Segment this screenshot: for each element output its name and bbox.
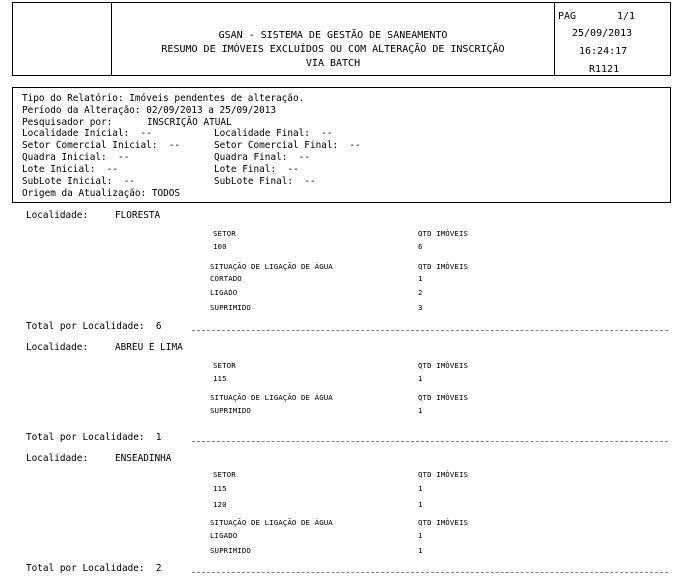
setor-header: SETOR	[213, 470, 236, 479]
situacao-qtd-value: 1	[418, 531, 423, 540]
page-number: 1/1	[617, 11, 636, 22]
setor-qtd-value: 1	[418, 500, 423, 509]
param-setor-final: Setor Comercial Final: --	[214, 140, 361, 151]
param-quadra-inicial: Quadra Inicial: --	[22, 152, 130, 163]
section-divider	[192, 572, 668, 573]
qtd-imoveis-header: QTD IMÓVEIS	[418, 470, 469, 479]
situacao-qtd-value: 1	[418, 546, 423, 555]
section-divider	[192, 441, 668, 442]
report-title: RESUMO DE IMÓVEIS EXCLUÍDOS OU COM ALTERAÇÃO DE INSCRIÇÃO	[161, 44, 505, 55]
qtd-imoveis-header: QTD IMÓVEIS	[418, 262, 469, 271]
situacao-qtd-value: 3	[418, 303, 423, 312]
param-lote-inicial: Lote Inicial: --	[22, 164, 118, 175]
param-sublote-final: SubLote Final: --	[214, 176, 316, 187]
report-header	[12, 2, 671, 76]
localidade-name: ENSEADINHA	[115, 453, 172, 464]
situacao-value: SUPRIMIDO	[210, 546, 251, 555]
situacao-value: SUPRIMIDO	[210, 406, 251, 415]
report-parameters	[12, 87, 671, 203]
report-time: 16:24:17	[579, 46, 628, 57]
param-tipo: Tipo do Relatório: Imóveis pendentes de alteração.	[22, 93, 305, 104]
header-divider-left	[111, 3, 112, 75]
situacao-value: LIGADO	[210, 288, 238, 297]
header-divider-right	[554, 3, 555, 75]
situacao-header: SITUAÇÃO DE LIGAÇÃO DE ÁGUA	[210, 393, 333, 402]
localidade-name: FLORESTA	[115, 210, 161, 221]
param-quadra-final: Quadra Final: --	[214, 152, 310, 163]
report-date: 25/09/2013	[572, 28, 633, 39]
qtd-imoveis-header: QTD IMÓVEIS	[418, 361, 469, 370]
total-localidade: Total por Localidade: 2	[26, 563, 162, 574]
situacao-value: LIGADO	[210, 531, 238, 540]
param-sublote-inicial: SubLote Inicial: --	[22, 176, 135, 187]
setor-header: SETOR	[213, 361, 236, 370]
situacao-qtd-value: 1	[418, 274, 423, 283]
qtd-imoveis-header: QTD IMÓVEIS	[418, 393, 469, 402]
param-origem: Origem da Atualização: TODOS	[22, 188, 181, 199]
situacao-qtd-value: 2	[418, 288, 423, 297]
situacao-header: SITUAÇÃO DE LIGAÇÃO DE ÁGUA	[210, 262, 333, 271]
setor-value: 115	[213, 484, 227, 493]
situacao-value: SUPRIMIDO	[210, 303, 251, 312]
setor-value: 115	[213, 374, 227, 383]
total-value: 6	[155, 321, 162, 332]
page-label: PAG	[558, 11, 577, 22]
setor-qtd-value: 1	[418, 374, 423, 383]
qtd-imoveis-header: QTD IMÓVEIS	[418, 229, 469, 238]
param-localidade-inicial: Localidade Inicial: --	[22, 128, 152, 139]
param-periodo: Período da Alteração: 02/09/2013 a 25/09/2013	[22, 105, 277, 116]
situacao-header: SITUAÇÃO DE LIGAÇÃO DE ÁGUA	[210, 518, 333, 527]
total-localidade: Total por Localidade: 6	[26, 321, 162, 332]
localidade-label: Localidade:	[26, 453, 89, 464]
localidade-name: ABREU E LIMA	[115, 342, 183, 353]
setor-qtd-value: 6	[418, 242, 423, 251]
param-pesquisador-label: Pesquisador por:	[22, 117, 113, 128]
section-divider	[192, 330, 668, 331]
localidade-label: Localidade:	[26, 210, 89, 221]
param-localidade-final: Localidade Final: --	[214, 128, 333, 139]
total-value: 2	[155, 563, 162, 574]
qtd-imoveis-header: QTD IMÓVEIS	[418, 518, 469, 527]
situacao-qtd-value: 1	[418, 406, 423, 415]
total-value: 1	[155, 432, 162, 443]
param-pesquisador-value: INSCRIÇÃO ATUAL	[147, 117, 232, 128]
setor-value: 100	[213, 242, 227, 251]
setor-qtd-value: 1	[418, 484, 423, 493]
param-lote-final: Lote Final: --	[214, 164, 299, 175]
report-system-title: GSAN - SISTEMA DE GESTÃO DE SANEAMENTO	[218, 30, 448, 41]
setor-value: 120	[213, 500, 227, 509]
localidade-label: Localidade:	[26, 342, 89, 353]
setor-header: SETOR	[213, 229, 236, 238]
report-title-line3: VIA BATCH	[305, 58, 361, 69]
total-localidade: Total por Localidade: 1	[26, 432, 162, 443]
report-code: R1121	[589, 64, 620, 75]
situacao-value: CORTADO	[210, 274, 242, 283]
param-setor-inicial: Setor Comercial Inicial: --	[22, 140, 181, 151]
